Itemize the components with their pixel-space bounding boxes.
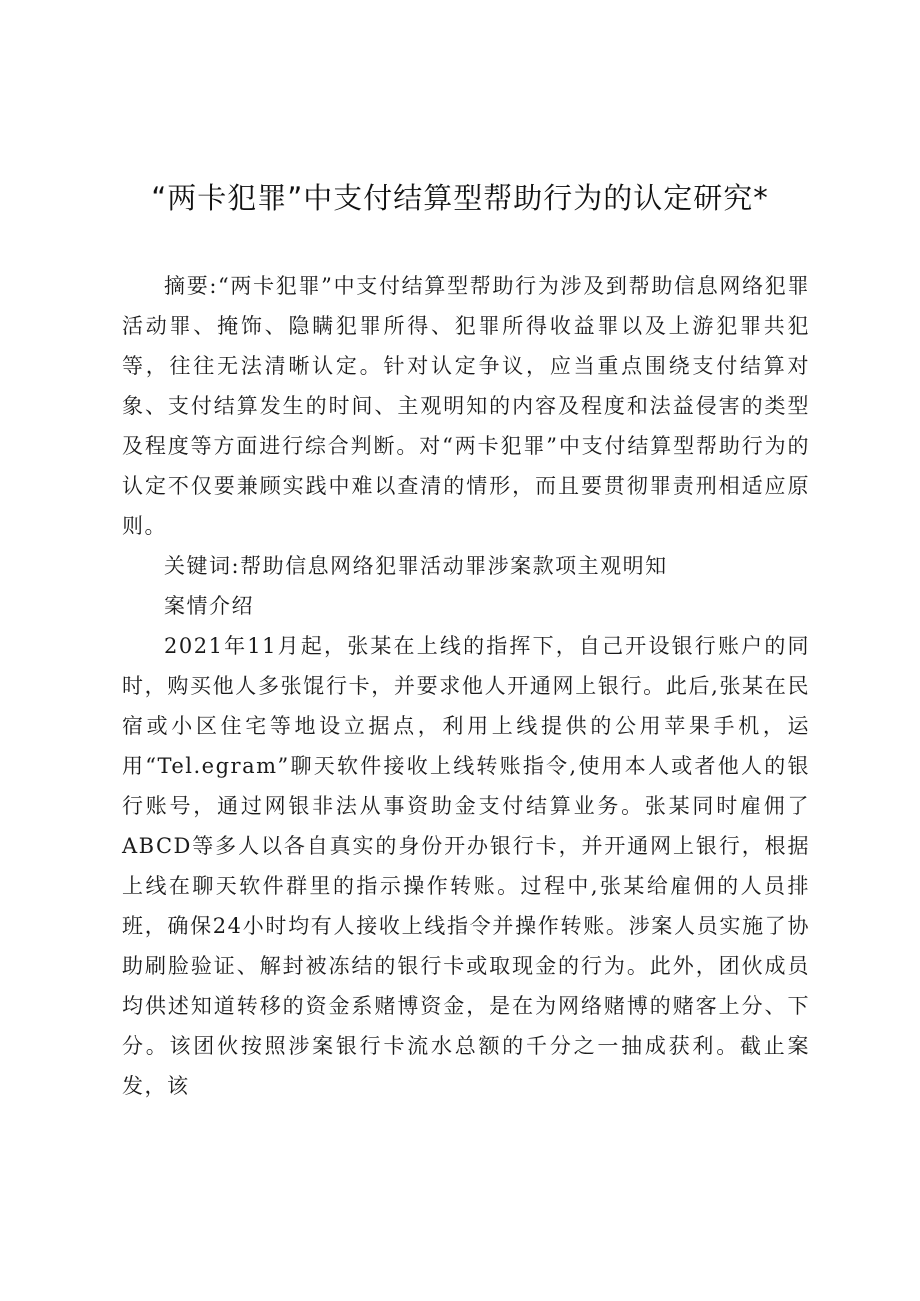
document-title: “两卡犯罪”中支付结算型帮助行为的认定研究* xyxy=(151,181,769,215)
section-heading: 案情介绍 xyxy=(164,594,254,618)
abstract-paragraph xyxy=(122,266,810,546)
document-body xyxy=(122,266,810,1106)
case-paragraph: 2021年11月起，张某在上线的指挥下，自己开设银行账户的同时，购买他人多张馄行卡，并要求他人开通网上银行。此后,张某在民宿或小区住宅等地设立据点，利用上线提供的公用苹果手机，运用“Tel.egram”聊天软件接收上线转账指令,使用本人或者他人的银行账号，通过网银非法从事资助金支付结算业务。张某同时雇佣了ABCD等多人以各自真实的身份开办银行卡，并开通网上银行，根据上线在聊天软件群里的指示操作转账。过程中,张某给雇佣的人员排班，确保24小时均有人接收上线指令并操作转账。涉案人员实施了协助刷脸验证、解封被冻结的银行卡或取现金的行为。此外，团伙成员均供述知道转移的资金系赌博资金，是在为网络赌博的赌客上分、下分。该团伙按照涉案银行卡流水总额的千分之一抽成获利。截止案发，该 xyxy=(122,634,810,1098)
keywords-text: 帮助信息网络犯罪活动罪涉案款项主观明知 xyxy=(240,554,668,578)
abstract-text: “两卡犯罪”中支付结算型帮助行为涉及到帮助信息网络犯罪活动罪、掩饰、隐瞒犯罪所得、犯罪所得收益罪以及上游犯罪共犯等，往往无法清晰认定。针对认定争议，应当重点围绕支付结算对象、支付结算发生的时间、主观明知的内容及程度和法益侵害的类型及程度等方面进行综合判断。对“两卡犯罪”中支付结算型帮助行为的认定不仅要兼顾实践中难以查清的情形，而且要贯彻罪责刑相适应原则。 xyxy=(122,274,810,538)
abstract-label: 摘要: xyxy=(164,274,218,298)
keywords-label: 关键词: xyxy=(164,554,241,578)
keywords-line xyxy=(122,546,810,586)
